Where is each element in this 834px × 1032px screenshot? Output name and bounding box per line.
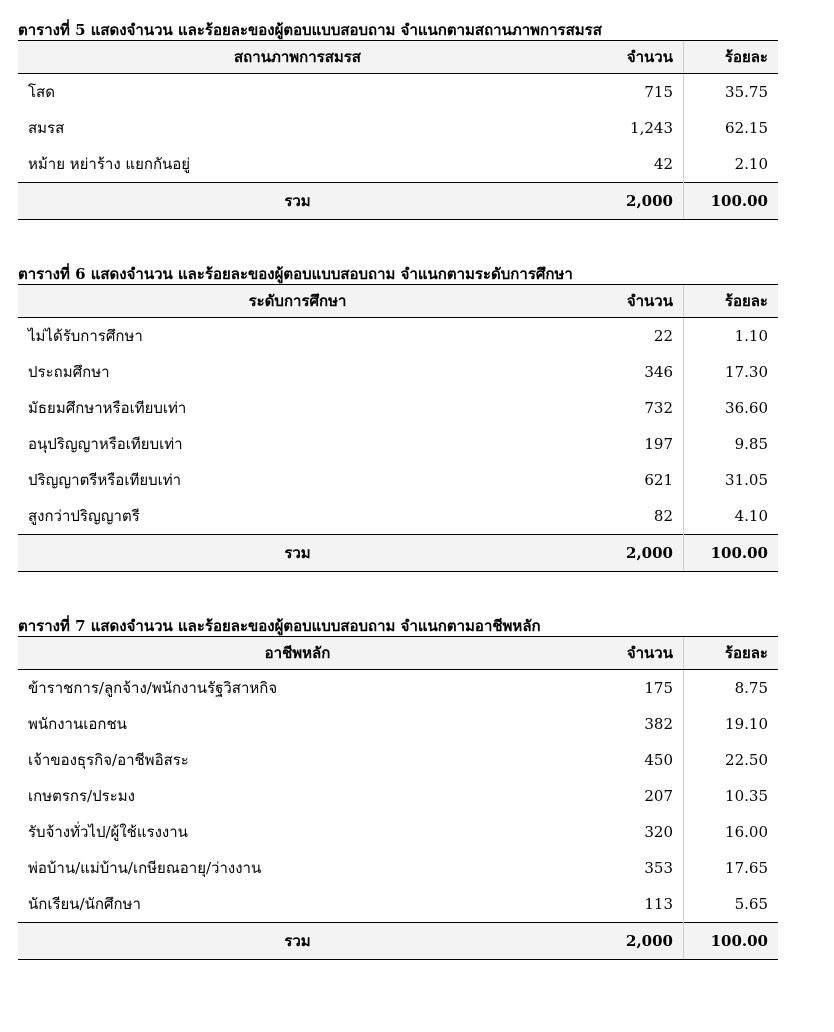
column-header-category: สถานภาพการสมรส [18,41,577,74]
row-count: 22 [653,327,673,345]
table-header-row [18,637,778,670]
row-percent: 35.75 [684,74,779,111]
row-count: 353 [644,859,673,877]
table-7-block [18,616,778,960]
column-header-count: จำนวน [577,285,684,318]
total-label: รวม [18,535,577,572]
row-percent: 9.85 [684,426,779,462]
row-label: พนักงานเอกชน [28,715,127,733]
row-label: มัธยมศึกษาหรือเทียบเท่า [28,399,187,417]
table-6-block [18,264,778,572]
table-row [18,670,778,707]
total-count: 2,000 [577,923,684,960]
table-row [18,146,778,183]
row-label: ข้าราชการ/ลูกจ้าง/พนักงานรัฐวิสาหกิจ [28,679,278,697]
row-label: โสด [28,83,55,101]
total-label: รวม [18,183,577,220]
row-percent: 8.75 [684,670,779,707]
row-percent: 62.15 [684,110,779,146]
table-row [18,778,778,814]
row-percent: 17.30 [684,354,779,390]
column-header-count: จำนวน [577,637,684,670]
total-row [18,923,778,960]
row-percent: 22.50 [684,742,779,778]
table-row [18,354,778,390]
row-label: สูงกว่าปริญญาตรี [28,507,140,525]
column-header-percent: ร้อยละ [684,285,779,318]
row-label: นักเรียน/นักศึกษา [28,895,141,913]
row-count: 42 [653,155,673,173]
row-percent: 1.10 [684,318,779,355]
table-5-marital-status [18,40,778,220]
total-percent: 100.00 [684,535,779,572]
table-header-row [18,41,778,74]
row-percent: 19.10 [684,706,779,742]
row-percent: 2.10 [684,146,779,183]
row-label: สมรส [28,119,65,137]
row-percent: 31.05 [684,462,779,498]
column-header-percent: ร้อยละ [684,637,779,670]
row-count: 82 [653,507,673,525]
row-label: ไม่ได้รับการศึกษา [28,327,143,345]
row-label: หม้าย หย่าร้าง แยกกันอยู่ [28,155,191,173]
row-count: 1,243 [630,119,673,137]
row-percent: 36.60 [684,390,779,426]
row-label: เกษตรกร/ประมง [28,787,135,805]
row-count: 346 [644,363,673,381]
row-count: 715 [644,83,673,101]
row-label: ปริญญาตรีหรือเทียบเท่า [28,471,182,489]
total-percent: 100.00 [684,183,779,220]
row-percent: 10.35 [684,778,779,814]
row-label: รับจ้างทั่วไป/ผู้ใช้แรงงาน [28,823,188,841]
total-row [18,535,778,572]
row-count: 197 [644,435,673,453]
table-row [18,814,778,850]
table-row [18,850,778,886]
row-count: 320 [644,823,673,841]
row-count: 621 [644,471,673,489]
table-5-title: ตารางที่ 5 แสดงจำนวน และร้อยละของผู้ตอบแบบสอบถาม จำแนกตามสถานภาพการสมรส [18,21,602,39]
row-percent: 17.65 [684,850,779,886]
table-5-block [18,20,778,220]
document-page [18,20,778,1004]
table-row [18,742,778,778]
total-percent: 100.00 [684,923,779,960]
table-row [18,74,778,111]
total-row [18,183,778,220]
table-7-title: ตารางที่ 7 แสดงจำนวน และร้อยละของผู้ตอบแบบสอบถาม จำแนกตามอาชีพหลัก [18,617,541,635]
column-header-count: จำนวน [577,41,684,74]
row-count: 113 [644,895,673,913]
column-header-category: ระดับการศึกษา [18,285,577,318]
table-header-row [18,285,778,318]
row-count: 175 [644,679,673,697]
row-percent: 5.65 [684,886,779,923]
row-label: ประถมศึกษา [28,363,110,381]
total-count: 2,000 [577,183,684,220]
table-row [18,318,778,355]
total-label: รวม [18,923,577,960]
row-count: 732 [644,399,673,417]
column-header-category: อาชีพหลัก [18,637,577,670]
table-6-title: ตารางที่ 6 แสดงจำนวน และร้อยละของผู้ตอบแบบสอบถาม จำแนกตามระดับการศึกษา [18,265,573,283]
total-count: 2,000 [577,535,684,572]
row-label: เจ้าของธุรกิจ/อาชีพอิสระ [28,751,189,769]
row-percent: 4.10 [684,498,779,535]
table-row [18,426,778,462]
row-label: พ่อบ้าน/แม่บ้าน/เกษียณอายุ/ว่างงาน [28,859,262,877]
row-count: 207 [644,787,673,805]
row-count: 450 [644,751,673,769]
column-header-percent: ร้อยละ [684,41,779,74]
table-row [18,110,778,146]
row-label: อนุปริญญาหรือเทียบเท่า [28,435,183,453]
table-row [18,498,778,535]
table-row [18,390,778,426]
table-7-main-occupation [18,636,778,960]
row-count: 382 [644,715,673,733]
row-percent: 16.00 [684,814,779,850]
table-row [18,706,778,742]
table-row [18,886,778,923]
table-6-education-level [18,284,778,572]
table-row [18,462,778,498]
